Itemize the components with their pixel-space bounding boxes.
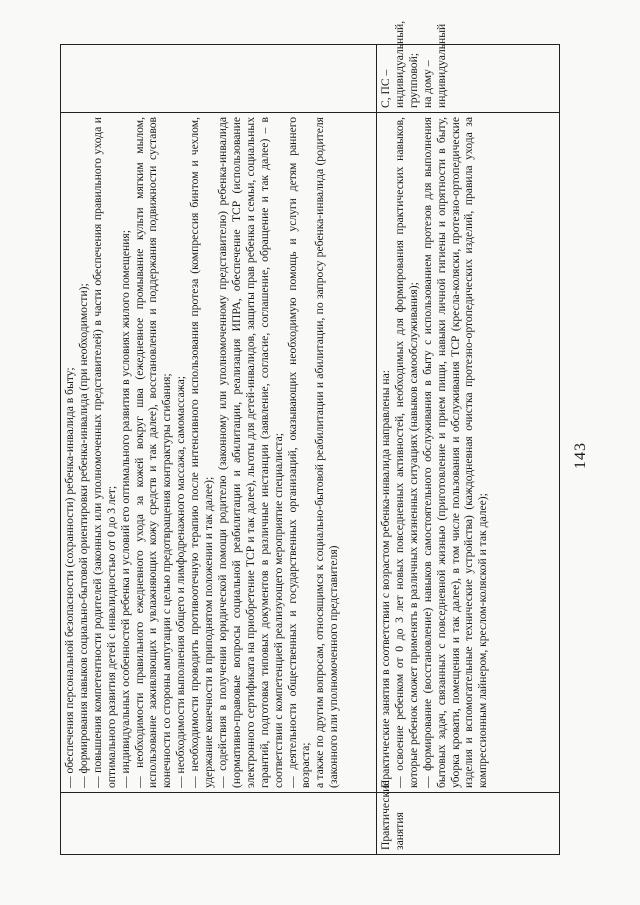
- page-number: 143: [572, 442, 589, 469]
- form-note: С, ПС – индивидуальный, групповой; на дому – индивидуальный: [377, 45, 560, 113]
- list-item: — формирование (восстановление) навыков самостоятельного обслуживания в быту с использованием протезов для выполнения бытовых задач, связанных с повседневной жизнью (приготовление и прием пищи, навыки личной гигиены и опрятности в быту, уборка кровати, помещения и так далее), в том числе пользования и обслуживания ТСР (кресла-коляски, протезно-ортопедические изделия и вспомогательные технические устройства) (каждодневная очистка протезно-ортопедических изделий, правила ухода за компрессионным лайнером, креслом-коляской и так далее);: [420, 117, 490, 788]
- list-item: — необходимости проводить противоотечную терапию после интенсивного использования протеза (компрессия бинтом и чехлом, удержание конечности в приподнятом положении и так далее);: [188, 117, 216, 788]
- list-item: — необходимости правильного ежедневного ухода за кожей вокруг шва (ежедневное промывание культи мягким мылом, использование заживляющих и увлажняющих кожу средств и так далее), восстановления и поддержания подвижности суставов конечности со стороны ампутации с целью предотвращения контрактуры сгибания;: [132, 117, 174, 788]
- content-cell: [61, 113, 377, 793]
- list-item: — формирования навыков социально-бытовой ориентировки ребенка-инвалида (при необходимости);: [76, 283, 90, 788]
- section-cell-empty: [61, 793, 377, 855]
- list-item: а также по другим вопросам, относящимся к социально-бытовой реабилитации и абилитации, по запросу ребенка-инвалида (родителя (законного или уполномоченного представителя): [313, 117, 341, 788]
- list-item: — необходимости выполнения общего и лимфодренажного массажа, самомассажа;: [174, 376, 188, 788]
- list-item: — индивидуальных особенностей ребенка и условий его оптимального развития в условиях жилого помещения;: [118, 230, 132, 788]
- rehabilitation-table: [60, 20, 560, 855]
- table-row: [61, 45, 377, 855]
- rotated-content: [60, 20, 610, 855]
- list-item: — обеспечения персональной безопасности (сохранности) ребенка-инвалида в быту;: [63, 367, 76, 788]
- list-item: — освоение ребенком от 0 до 3 лет новых повседневных активностей, необходимых для формирования практических навыков, которые ребенок сможет применять в различных жизненных ситуациях (навыков самообслуживания);: [392, 117, 420, 788]
- section-label: Практические занятия: [377, 793, 560, 855]
- list-item: — повышения компетентности родителей (законных или уполномоченных представителей) в части обеспечения правильного ухода и оптимального развития детей с инвалидностью от 0 до 3 лет;: [90, 117, 118, 788]
- list-item: — деятельности общественных и государственных организаций, оказывающих необходимую помощь и услуги детям раннего возраста;: [285, 117, 313, 788]
- form-cell-empty: [61, 45, 377, 113]
- list-item: — содействия в получении юридической помощи родителю (законному или уполномоченному представителю) ребенка-инвалида (нормативно-правовые вопросы социальной реабилитации и абилитации, реализация ИПРА, обеспечение ТСР (использование электронного сертификата на приобретение ТСР и так далее), льготы для детей-инвалидов, защиты прав ребенка и семьи, социальных гарантий, подготовка типовых документов в различные инстанции (заявление, согласие, соглашение, обращение и так далее) – в соответствии с компетенцией реализующего мероприятие специалиста;: [215, 117, 285, 788]
- table-row: [377, 45, 560, 855]
- content-cell: [377, 113, 560, 793]
- list-item: Практические занятия в соответствии с возрастом ребенка-инвалида направлены на:: [379, 369, 392, 788]
